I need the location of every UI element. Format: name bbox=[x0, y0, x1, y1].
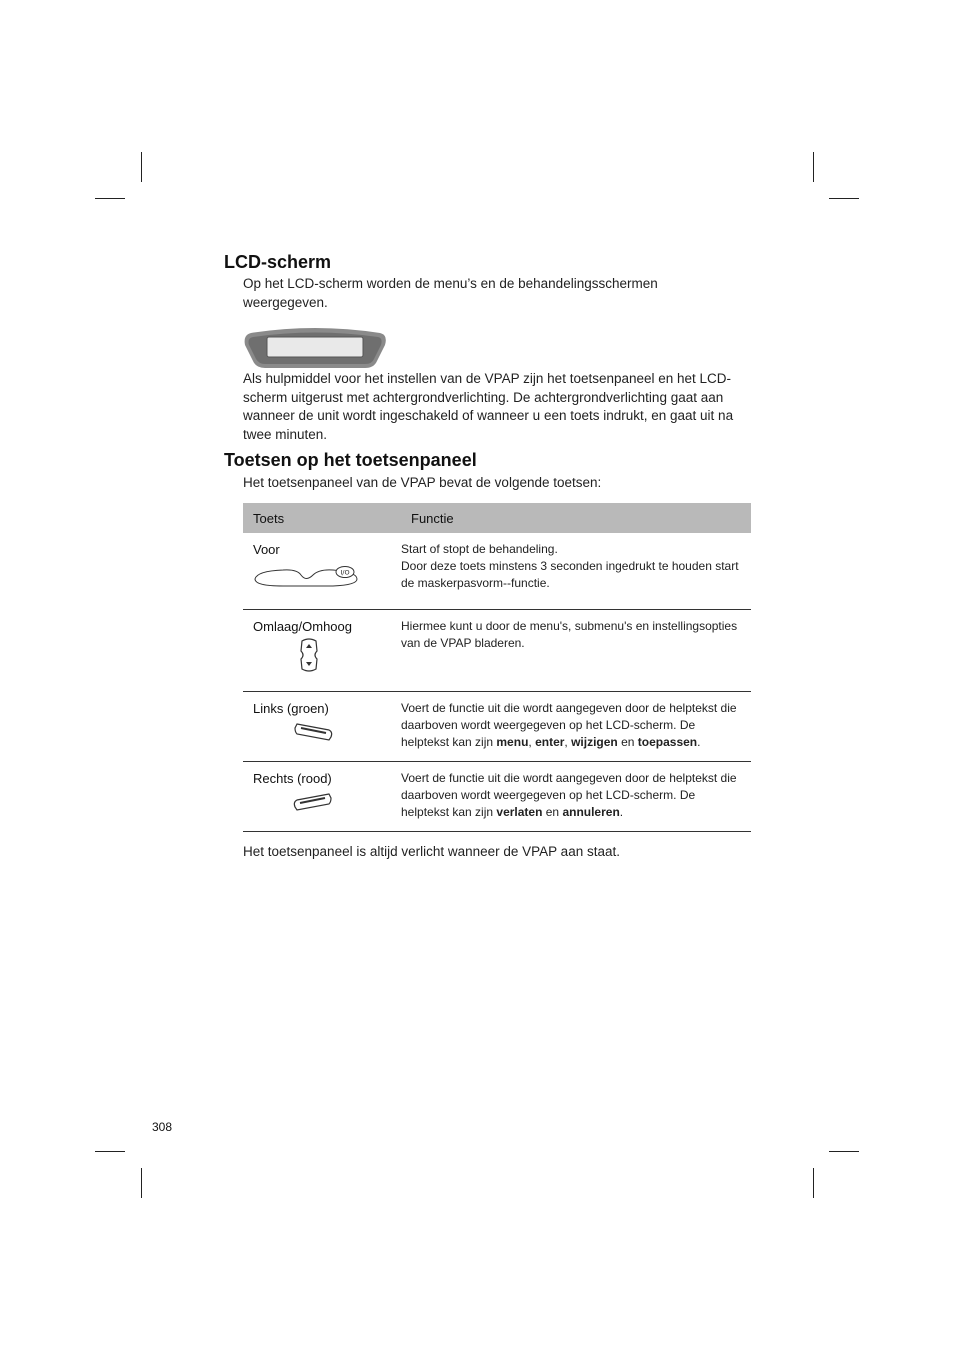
keys-intro: Het toetsenpaneel van de VPAP bevat de volgende toetsen: bbox=[243, 475, 602, 490]
crop-mark bbox=[813, 1168, 814, 1198]
table-row bbox=[243, 533, 751, 609]
crop-mark bbox=[813, 152, 814, 182]
io-symbol: I/O bbox=[340, 568, 350, 577]
lcd-screen-illustration bbox=[243, 325, 388, 371]
key-function: Hiermee kunt u door de menu's, submenu's en instellingsopties van de VPAP bladeren. bbox=[401, 618, 738, 650]
keys-table bbox=[243, 503, 751, 832]
key-function: Voert de functie uit die wordt aangegeven door de helptekst die daarboven wordt weergegeven op het LCD-scherm. De helptekst kan zijn menu, enter, wijzigen en toepassen. bbox=[401, 700, 737, 749]
crop-mark bbox=[829, 1151, 859, 1152]
table-row bbox=[243, 609, 751, 691]
header-toets: Toets bbox=[243, 503, 401, 533]
key-name: Omlaag/Omhoog bbox=[253, 618, 352, 634]
up-down-key-icon bbox=[253, 637, 363, 673]
left-key-icon bbox=[253, 720, 363, 744]
crop-mark bbox=[141, 152, 142, 182]
key-name: Voor bbox=[253, 542, 280, 557]
keys-section-title: Toetsen op het toetsenpaneel bbox=[224, 450, 477, 470]
key-function: Door deze toets minstens 3 seconden ingedrukt te houden start de maskerpasvorm--functie. bbox=[401, 559, 739, 590]
lcd-intro: Op het LCD-scherm worden de menu’s en de behandelingsschermen weergegeven. bbox=[243, 276, 658, 310]
backlight-paragraph: Als hulpmiddel voor het instellen van de VPAP zijn het toetsenpaneel en het LCD-scherm uitgerust met achtergrondverlichting. De achtergrondverlichting gaat aan wanneer de unit wordt ingeschakeld of wanneer u een toets indrukt, en gaat uit na twee minuten. bbox=[243, 371, 734, 442]
key-name: Rechts (rood) bbox=[253, 770, 332, 786]
lcd-section-title: LCD-scherm bbox=[224, 252, 332, 272]
keys-footer: Het toetsenpaneel is altijd verlicht wanneer de VPAP aan staat. bbox=[243, 844, 620, 859]
crop-mark bbox=[95, 198, 125, 199]
key-function: Voert de functie uit die wordt aangegeven door de helptekst die daarboven wordt weergegeven op het LCD-scherm. De helptekst kan zijn verlaten en annuleren. bbox=[401, 770, 737, 819]
key-name: Links (groen) bbox=[253, 700, 329, 716]
key-function: Start of stopt de behandeling. bbox=[401, 542, 558, 556]
right-key-icon bbox=[253, 790, 363, 814]
table-header-row bbox=[243, 503, 751, 533]
crop-mark bbox=[829, 198, 859, 199]
table-row bbox=[243, 691, 751, 761]
start-stop-key-icon bbox=[253, 563, 363, 589]
header-functie: Functie bbox=[401, 503, 751, 533]
table-row bbox=[243, 761, 751, 831]
crop-mark bbox=[95, 1151, 125, 1152]
crop-mark bbox=[141, 1168, 142, 1198]
page-number: 308 bbox=[152, 1120, 173, 1134]
